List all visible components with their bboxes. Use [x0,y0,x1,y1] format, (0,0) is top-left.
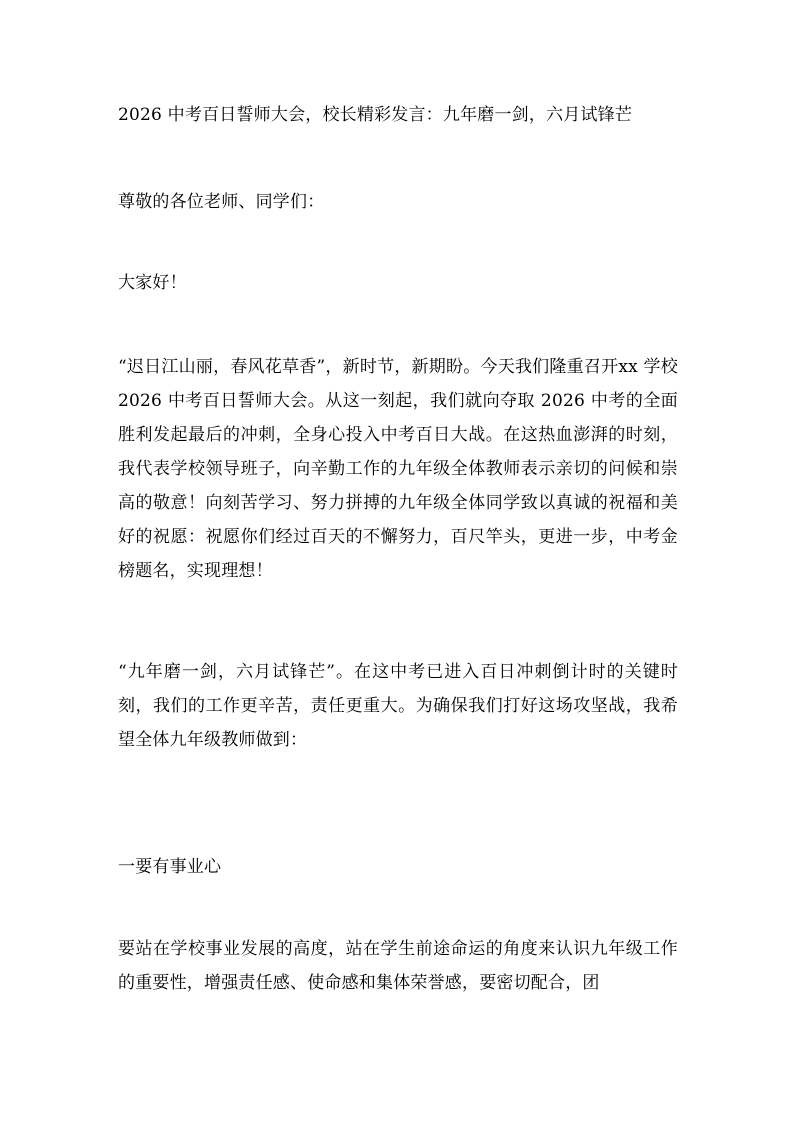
section-heading: 一要有事业心 [118,857,222,877]
section-paragraph: 要站在学校事业发展的高度，站在学生前途命运的角度来认识九年级工作的重要性，增强责任感、使命感和集体荣誉感，要密切配合，团 [118,939,678,993]
salutation: 尊敬的各位老师、同学们： [118,192,325,212]
document-title: 2026 中考百日誓师大会，校长精彩发言：九年磨一剑，六月试锋芒 [118,105,633,125]
paragraph-motto: “九年磨一剑，六月试锋芒”。在这中考已进入百日冲刺倒计时的关键时刻，我们的工作更辛苦，责任更重大。为确保我们打好这场攻坚战，我希望全体九年级教师做到： [118,662,678,750]
greeting: 大家好！ [118,273,187,293]
paragraph-opening: “迟日江山丽，春风花草香”，新时节，新期盼。今天我们隆重召开xx 学校 2026 中考百日誓师大会。从这一刻起，我们就向夺取 2026 中考的全面胜利发起最后的冲刺，全身心投入中考百日大战。在这热血澎湃的时刻，我代表学校领导班子，向辛勤工作的九年级全体教师表示亲切的问候和崇高的敬意！向刻苦学习、努力拼搏的九年级全体同学致以真诚的祝福和美好的祝愿：祝愿你们经过百天的不懈努力，百尺竿头，更进一步，中考金榜题名，实现理想！ [118,357,678,581]
